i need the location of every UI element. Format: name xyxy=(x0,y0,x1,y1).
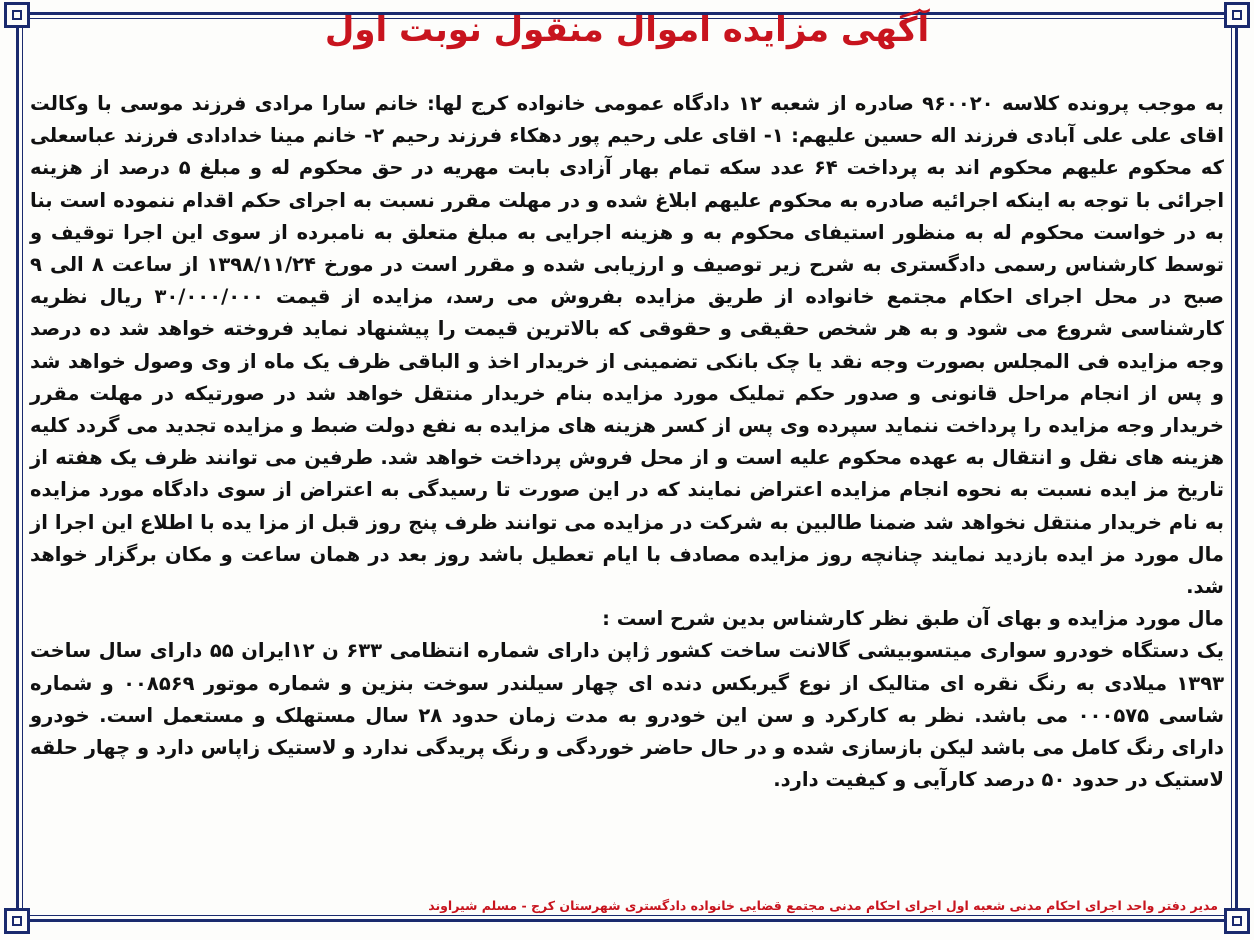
notice-body xyxy=(30,88,1224,796)
signature-line: مدیر دفتر واحد اجرای احکام مدنی شعبه اول اجرای احکام مدنی مجتمع قضایی خانواده دادگستری شهرستان کرج - مسلم شیراوند xyxy=(428,898,1218,913)
notice-paragraph-item-description: یک دستگاه خودرو سواری میتسوبیشی گالانت ساخت کشور ژاپن دارای شماره انتظامی ۶۳۳ ن ۱۲ایران ۵۵ دارای سال ساخت ۱۳۹۳ میلادی به رنگ نقره ای متالیک از نوع گیربکس دنده ای چهار سیلندر سوخت بنزین و شماره موتور ۰۰۸۵۶۹ و شماره شاسی ۰۰۰۵۷۵ می باشد. نظر به کارکرد و سن این خودرو به مدت زمان حدود ۲۸ سال مستهلک و مستعمل است. خودرو دارای رنگ کامل می باشد لیکن بازسازی شده و در حال حاضر خوردگی و رنگ پریدگی ندارد و لاستیک زاپاس دارد و چهار حلقه لاستیک در حدود ۵۰ درصد کارآیی و کیفیت دارد. xyxy=(30,639,1224,792)
corner-ornament-icon xyxy=(1224,908,1250,934)
notice-paragraph-main: به موجب پرونده کلاسه ۹۶۰۰۲۰ صادره از شعبه ۱۲ دادگاه عمومی خانواده کرج لها: خانم سارا مرادی فرزند موسی با وکالت اقای علی علی آبادی فرزند اله حسین علیهم: ۱- اقای علی رحیم پور دهکاء فرزند رحیم ۲- خانم مینا خدادادی فرزند عباسعلی که محکوم علیهم محکوم اند به پرداخت ۶۴ عدد سکه تمام بهار آزادی بابت مهریه در حق محکوم له و مبلغ ۵ درصد از هزینه اجرائی با توجه به اینکه اجرائیه صادره به محکوم علیهم ابلاغ شده و در مهلت مقرر نسبت به اجرای حکم اقدام ننموده است بنا به در خواست محکوم له به منظور استیفای محکوم به و هزینه اجرایی به مبلغ متعلق به نامبرده از سوی این اجرا توقیف و توسط کارشناس رسمی دادگستری به شرح زیر توصیف و ارزیابی شده و مقرر است در مورخ ۱۳۹۸/۱۱/۲۴ از ساعت ۸ الی ۹ صبح در محل اجرای احکام مجتمع خانواده از طریق مزایده بفروش می رسد، مزایده از قیمت ۳۰/۰۰۰/۰۰۰ ریال نظریه کارشناسی شروع می شود و به هر شخص حقیقی و حقوقی که بالاترین قیمت را پیشنهاد نماید فروخته خواهد شد ده درصد وجه مزایده فی المجلس بصورت وجه نقد یا چک بانکی تضمینی از خریدار اخذ و الباقی ظرف یک ماه از وی وصول خواهد شد و پس از انجام مراحل قانونی و صدور حکم تملیک مورد مزایده بنام خریدار منتقل خواهد شد در صورتیکه در مهلت مقرر خریدار وجه مزایده را پرداخت ننماید سپرده وی پس از کسر هزینه های مزایده به نفع دولت ضبط و مزایده تجدید می گردد کلیه هزینه های نقل و انتقال به عهده محکوم علیه است و از محل فروش پرداخت خواهد شد. طرفین می توانند ظرف یک هفته از تاریخ مز ایده نسبت به نحوه انجام مزایده اعتراض نمایند که در این صورت تا رسیدگی به اعتراض از سوی دادگاه مورد مزایده به نام خریدار منتقل نخواهد شد ضمنا طالبین به شرکت در مزایده می توانند ظرف پنج روز قبل از مزا یده با اطلاع این اجرا از مال مورد مز ایده بازدید نمایند چنانچه روز مزایده مصادف با ایام تعطیل باشد روز بعد در همان ساعت و مکان برگزار خواهد شد. xyxy=(30,92,1224,599)
corner-ornament-icon xyxy=(4,908,30,934)
notice-paragraph-item-heading: مال مورد مزایده و بهای آن طبق نظر کارشناس بدین شرح است : xyxy=(602,607,1224,631)
notice-title: آگهی مزایده اموال منقول نوبت اول xyxy=(324,10,930,50)
